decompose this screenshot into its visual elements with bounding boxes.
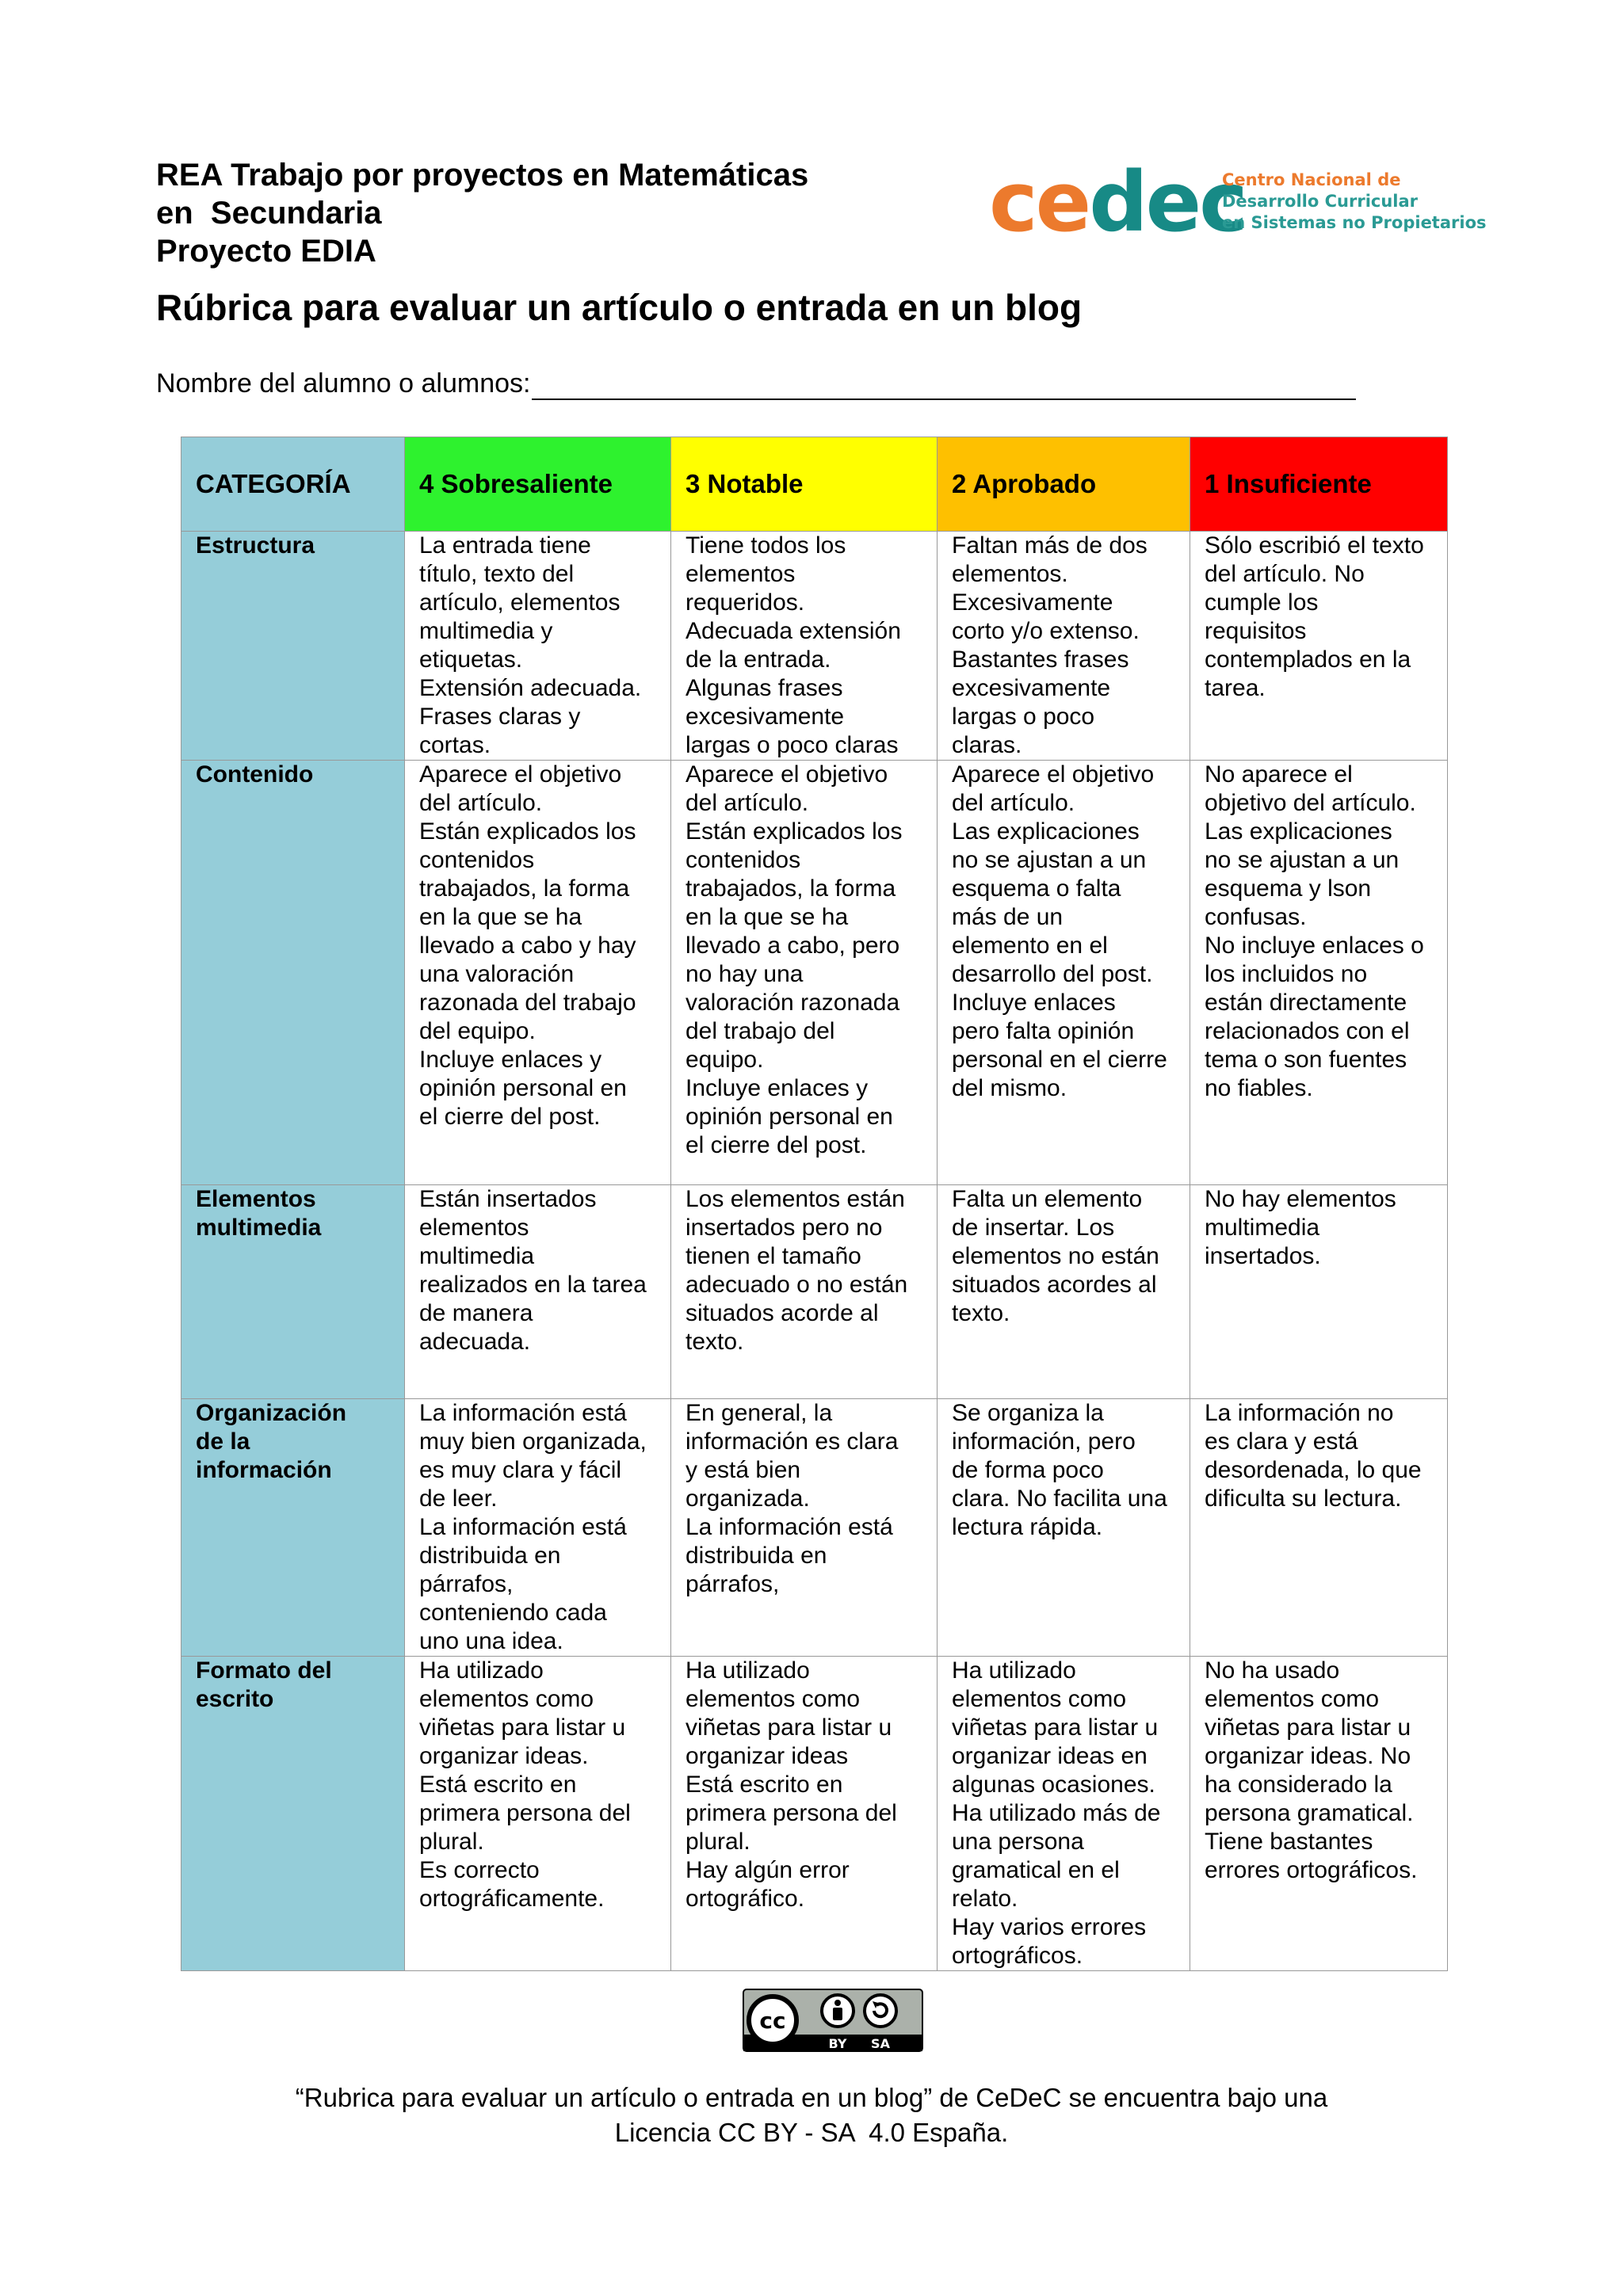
table-row [181, 1657, 1448, 1971]
project-header [156, 156, 808, 270]
table-cell: Falta un elemento de insertar. Los elementos no están situados acordes al texto. [938, 1185, 1190, 1399]
cedec-logo [989, 154, 1487, 250]
svg-text:cc: cc [759, 2008, 786, 2034]
table-cell: Aparece el objetivo del artículo. Están explicados los contenidos trabajados, la forma en la que se ha llevado a cabo y hay una valoración razonada del trabajo del equipo. Incluye enlaces y opinión personal en el cierre del post. [405, 761, 671, 1185]
header-categoria: CATEGORÍA [181, 437, 405, 532]
table-cell: Faltan más de dos elementos. Excesivamente corto y/o extenso. Bastantes frases excesivamente largas o poco claras. [938, 532, 1190, 761]
license-footer-line-2: Licencia CC BY - SA 4.0 España. [614, 2118, 1009, 2147]
student-name-line [156, 367, 1356, 400]
table-cell: En general, la información es clara y está bien organizada. La información está distribuida en párrafos, [671, 1399, 938, 1657]
project-title-line-2: en Secundaria [156, 196, 382, 231]
table-cell: No aparece el objetivo del artículo. Las explicaciones no se ajustan a un esquema y lson confusas. No incluye enlaces o los incluidos no están directamente relacionados con el tema o son fuentes no fiables. [1190, 761, 1448, 1185]
cedec-logo-word: cedec [989, 154, 1246, 250]
table-cell: Se organiza la información, pero de forma poco clara. No facilita una lectura rápida. [938, 1399, 1190, 1657]
license-footer-line-1: “Rubrica para evaluar un artículo o entrada en un blog” de CeDeC se encuentra bajo una [295, 2083, 1328, 2112]
table-row [181, 761, 1448, 1185]
table-row [181, 532, 1448, 761]
table-cell: Ha utilizado elementos como viñetas para listar u organizar ideas. Está escrito en primera persona del plural. Es correcto ortográficamente. [405, 1657, 671, 1971]
cedec-logo-tagline [1222, 170, 1487, 234]
rubric-header-row [181, 437, 1448, 532]
sa-label: SA [871, 2036, 890, 2051]
rubric-table [181, 437, 1448, 1971]
table-cell: Ha utilizado elementos como viñetas para listar u organizar ideas Está escrito en primera persona del plural. Hay algún error ortográfico. [671, 1657, 938, 1971]
table-cell: No hay elementos multimedia insertados. [1190, 1185, 1448, 1399]
table-cell: Ha utilizado elementos como viñetas para listar u organizar ideas en algunas ocasiones. Ha utilizado más de una persona gramatical en el relato. Hay varios errores ortográficos. [938, 1657, 1190, 1971]
table-cell: Están insertados elementos multimedia realizados en la tarea de manera adecuada. [405, 1185, 671, 1399]
logo-tagline-line-3: en Sistemas no Propietarios [1222, 213, 1487, 232]
category-organizacion: Organización de la información [181, 1399, 405, 1657]
table-cell: Tiene todos los elementos requeridos. Adecuada extensión de la entrada. Algunas frases excesivamente largas o poco claras [671, 532, 938, 761]
by-attribution-icon [822, 1995, 854, 2027]
table-cell: No ha usado elementos como viñetas para listar u organizar ideas. No ha considerado la persona gramatical. Tiene bastantes errores ortográficos. [1190, 1657, 1448, 1971]
cc-icon [749, 1997, 796, 2044]
student-name-label: Nombre del alumno o alumnos: [156, 368, 531, 399]
table-cell: Aparece el objetivo del artículo. Las explicaciones no se ajustan a un esquema o falta más de un elemento en el desarrollo del post. Incluye enlaces pero falta opinión personal en el cierre del mismo. [938, 761, 1190, 1185]
table-row [181, 1185, 1448, 1399]
document-title: Rúbrica para evaluar un artículo o entrada en un blog [156, 287, 1083, 328]
table-cell: Los elementos están insertados pero no tienen el tamaño adecuado o no están situados acorde al texto. [671, 1185, 938, 1399]
table-cell: La información no es clara y está desordenada, lo que dificulta su lectura. [1190, 1399, 1448, 1657]
project-title-line-3: Proyecto EDIA [156, 234, 376, 269]
cc-by-sa-license-badge [743, 1989, 923, 2052]
header-aprobado: 2 Aprobado [938, 437, 1190, 532]
license-footer [0, 2081, 1623, 2150]
category-formato: Formato del escrito [181, 1657, 405, 1971]
category-elementos-multimedia: Elementos multimedia [181, 1185, 405, 1399]
header-sobresaliente: 4 Sobresaliente [405, 437, 671, 532]
table-cell: La información está muy bien organizada, es muy clara y fácil de leer. La información está distribuida en párrafos, conteniendo cada uno una idea. [405, 1399, 671, 1657]
logo-tagline-line-1: Centro Nacional de [1222, 170, 1401, 189]
project-title-line-1: REA Trabajo por proyectos en Matemáticas [156, 158, 809, 193]
sa-share-alike-icon [865, 1995, 896, 2027]
category-contenido: Contenido [181, 761, 405, 1185]
logo-tagline-line-2: Desarrollo Curricular [1222, 192, 1419, 211]
table-cell: Aparece el objetivo del artículo. Están explicados los contenidos trabajados, la forma en la que se ha llevado a cabo, pero no hay una valoración razonada del trabajo del equipo. Incluye enlaces y opinión personal en el cierre del post. [671, 761, 938, 1185]
header-notable: 3 Notable [671, 437, 938, 532]
header-insuficiente: 1 Insuficiente [1190, 437, 1448, 532]
student-name-blank [532, 372, 1356, 400]
table-cell: Sólo escribió el texto del artículo. No cumple los requisitos contemplados en la tarea. [1190, 532, 1448, 761]
by-label: BY [828, 2036, 847, 2051]
table-row [181, 1399, 1448, 1657]
table-cell: La entrada tiene título, texto del artículo, elementos multimedia y etiquetas. Extensión adecuada. Frases claras y cortas. [405, 532, 671, 761]
category-estructura: Estructura [181, 532, 405, 761]
